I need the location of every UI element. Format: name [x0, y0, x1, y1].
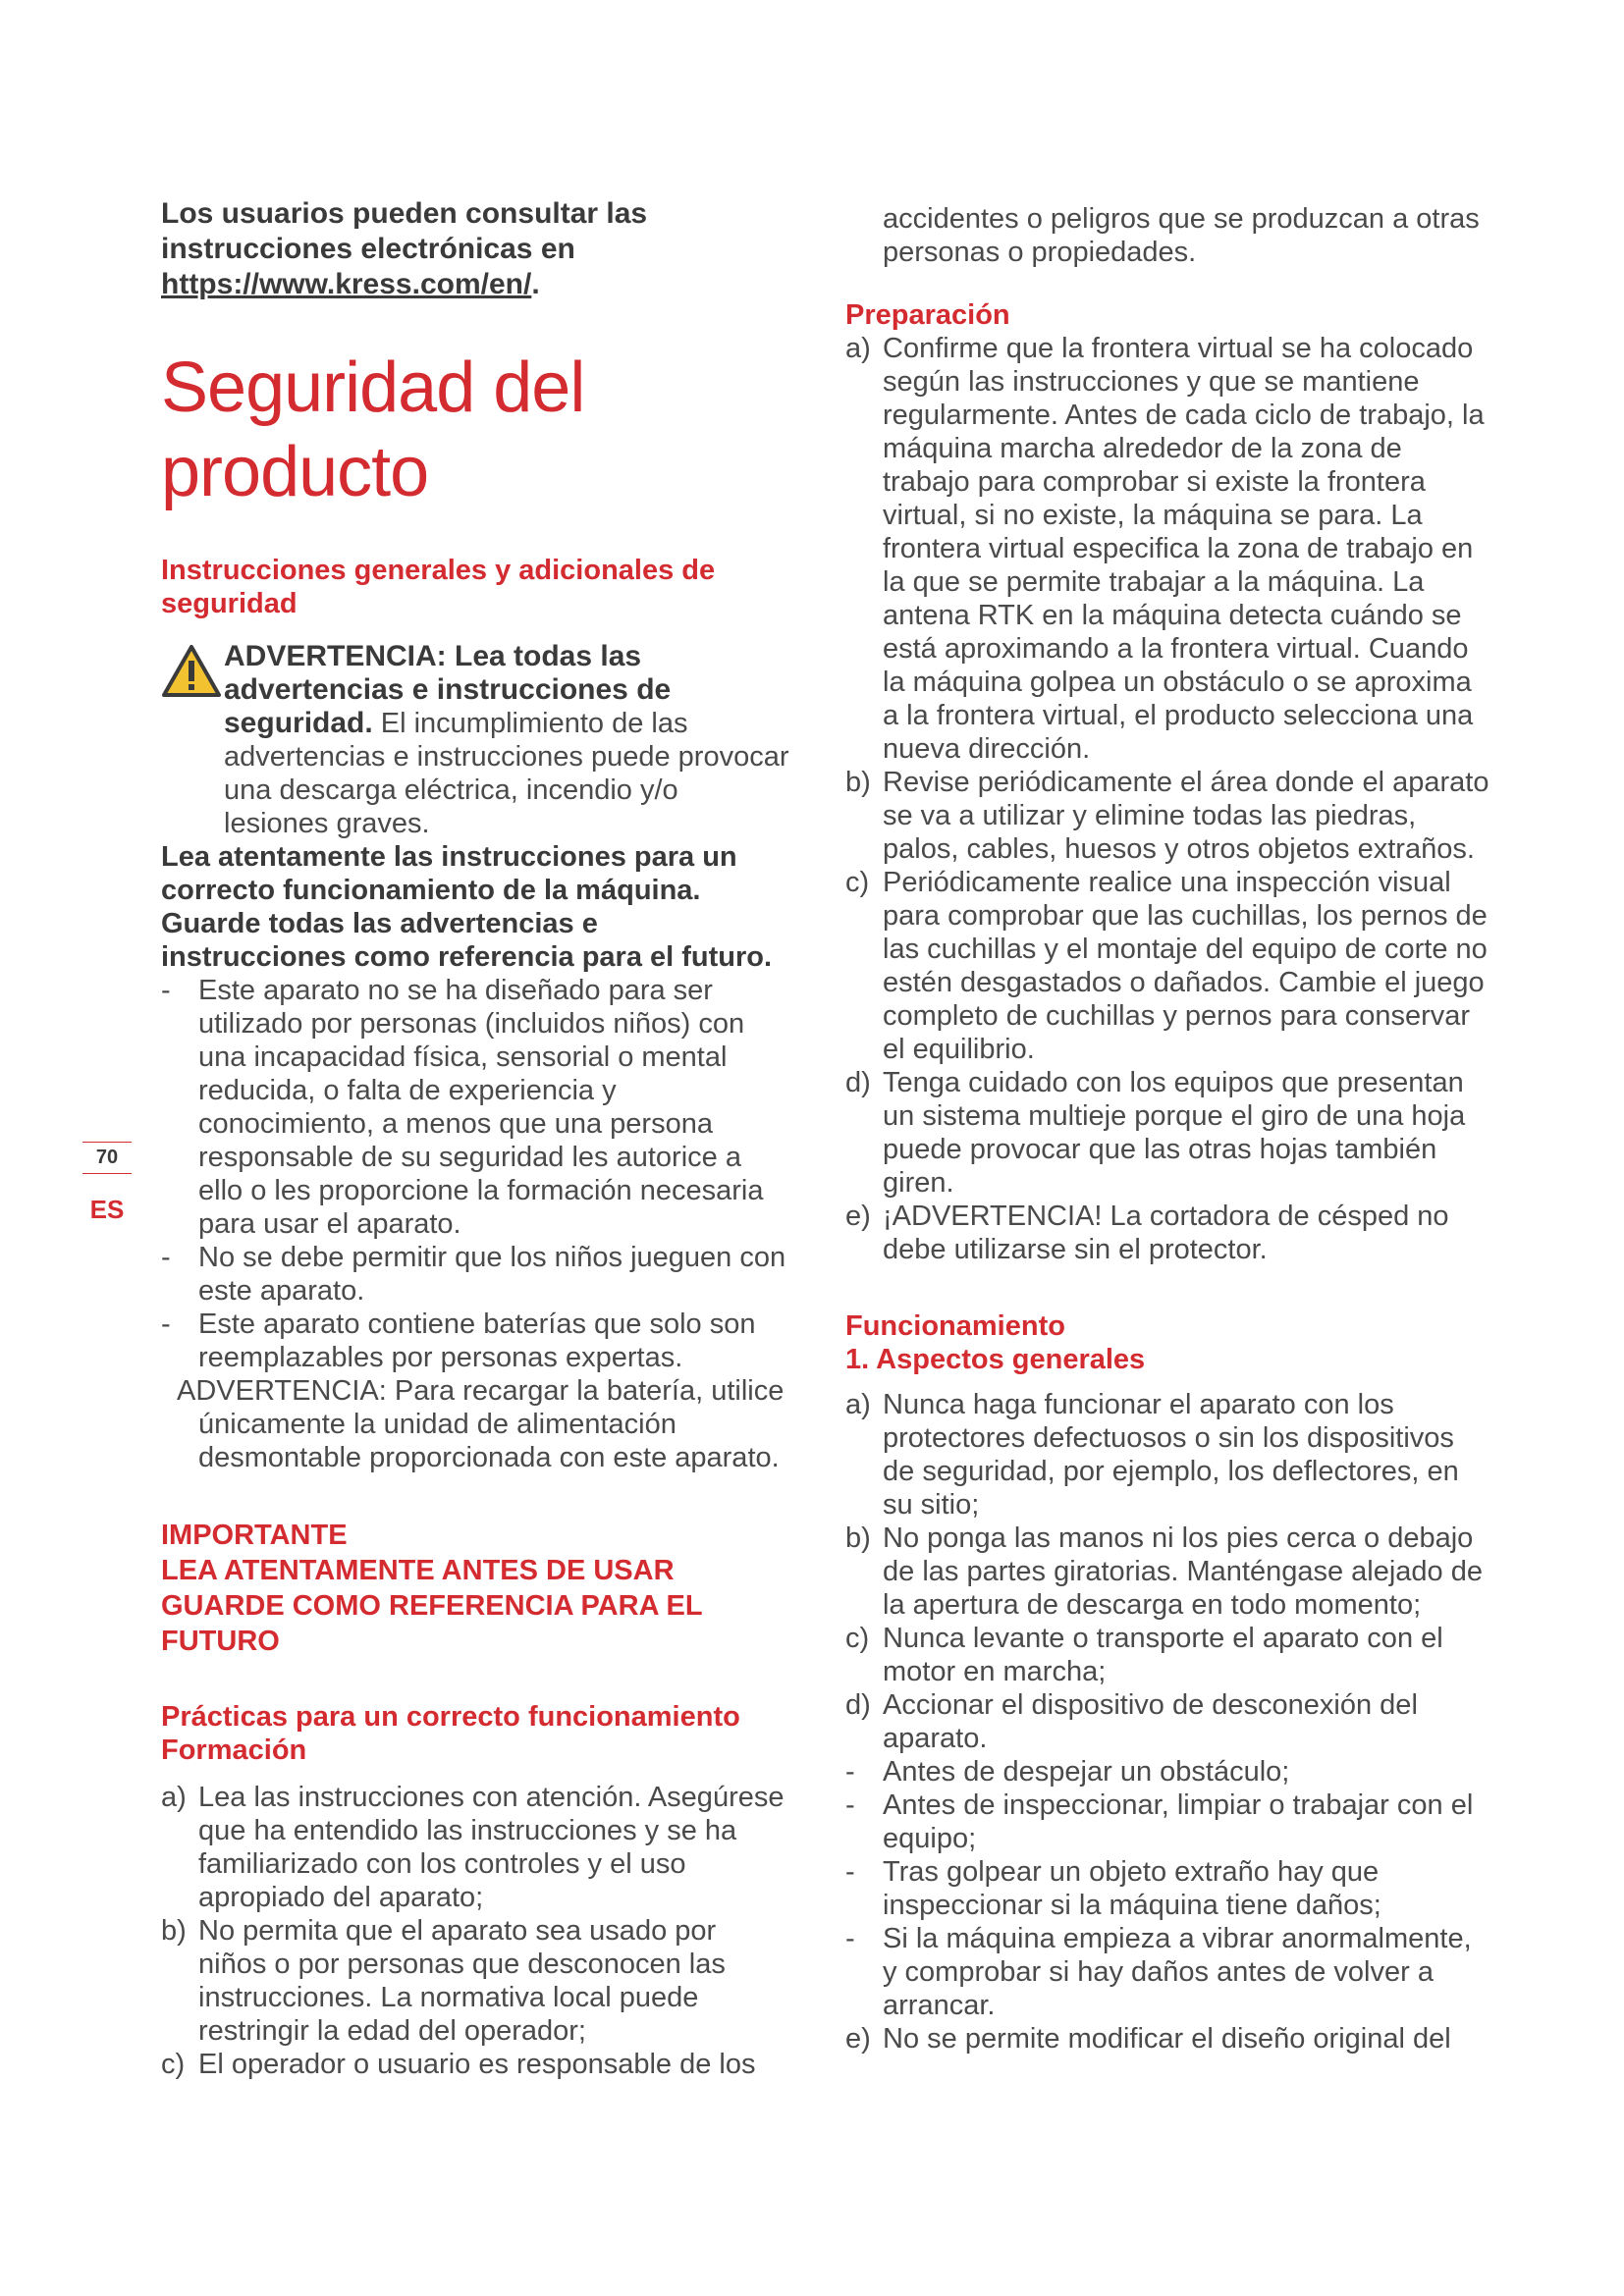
bold-paragraph-2: Guarde todas las advertencias e instrucciones como referencia para el futuro. [161, 908, 773, 973]
left-column [161, 196, 789, 2081]
list-item [161, 1781, 789, 1914]
battery-warning-text: ADVERTENCIA: Para recargar la batería, utilice únicamente la unidad de alimentación desmontable proporcionada con este aparato. [177, 1375, 785, 1473]
preparation-heading: Preparación [845, 299, 1010, 331]
continued-paragraph: accidentes o peligros que se produzcan a otras personas o propiedades. [883, 203, 1480, 268]
list-item [845, 1066, 1493, 1200]
list-text: El operador o usuario es responsable de los [198, 2049, 756, 2080]
list-marker: c) [845, 1623, 870, 1654]
list-marker: a) [161, 1782, 187, 1813]
bold-paragraph-1: Lea atentamente las instrucciones para un correcto funcionamiento de la máquina. [161, 841, 737, 906]
list-item [845, 1855, 1493, 1922]
list-marker: d) [845, 1067, 871, 1098]
list-text: Confirme que la frontera virtual se ha colocado según las instrucciones y que se mantiene regularmente. Antes de cada ciclo de trabajo, la máquina marcha alrededor de la zona de trabajo para comprobar si existe la frontera virtual, si no existe, la máquina se para. La frontera virtual especifica la zona de trabajo en la que se permite trabajar a la máquina. La antena RTK en la máquina detecta cuándo se está aproximando a la frontera virtual. Cuando la máquina golpea un obstáculo o se aproxima a la frontera virtual, el producto selecciona una nueva dirección. [883, 333, 1485, 765]
page-number: 70 [82, 1142, 132, 1174]
page-title [161, 346, 789, 514]
list-marker: - [161, 1308, 171, 1340]
list-marker: e) [845, 1201, 871, 1232]
list-item [845, 1522, 1493, 1622]
list-marker: d) [845, 1689, 871, 1721]
list-item [845, 1789, 1493, 1855]
list-item [161, 2048, 789, 2081]
list-marker: - [845, 1923, 855, 1954]
list-marker: b) [161, 1915, 187, 1947]
list-text: Periódicamente realice una inspección visual para comprobar que las cuchillas, los pernos de las cuchillas y el montaje del equipo de corte no estén desgastados o dañados. Cambie el juego completo de cuchillas y pernos para conservar el equilibrio. [883, 867, 1488, 1065]
list-text: Revise periódicamente el área donde el aparato se va a utilizar y elimine todas las piedras, palos, cables, huesos y otros objetos extraños. [883, 767, 1489, 865]
list-marker: c) [845, 867, 870, 898]
intro-end: . [531, 268, 540, 300]
list-marker: e) [845, 2023, 871, 2055]
list-item [845, 1922, 1493, 2022]
right-column [845, 202, 1493, 2056]
warning-bold: ADVERTENCIA: Lea todas las advertencias e instrucciones de seguridad. [224, 640, 672, 739]
list-text: Este aparato no se ha diseñado para ser utilizado por personas (incluidos niños) con una incapacidad física, sensorial o mental reducida, o falta de experiencia y conocimiento, a menos que una persona responsable de su seguridad les autorice a ello o les proporcione la formación necesaria para usar el aparato. [198, 975, 764, 1240]
warning-block [161, 640, 789, 840]
important-line-3: GUARDE COMO REFERENCIA PARA EL FUTURO [161, 1590, 703, 1657]
list-marker: a) [845, 333, 871, 364]
list-text: Accionar el dispositivo de desconexión del aparato. [883, 1689, 1418, 1754]
list-item [845, 1755, 1493, 1789]
list-item [845, 766, 1493, 866]
list-item [161, 1241, 789, 1308]
warning-triangle-icon [161, 644, 222, 699]
list-item [845, 2022, 1493, 2056]
language-code: ES [89, 1195, 125, 1224]
list-item [161, 1914, 789, 2048]
operation-heading: Funcionamiento [845, 1310, 1065, 1342]
list-item [845, 1622, 1493, 1688]
list-marker: a) [845, 1389, 871, 1420]
list-item [845, 332, 1493, 766]
list-text: ¡ADVERTENCIA! La cortadora de césped no debe utilizarse sin el protector. [883, 1201, 1449, 1265]
list-marker: b) [845, 1522, 871, 1554]
list-text: No permita que el aparato sea usado por niños o por personas que desconocen las instrucciones. La normativa local puede restringir la edad del operador; [198, 1915, 726, 2047]
battery-warning [161, 1374, 789, 1474]
list-item [845, 1200, 1493, 1266]
important-line-2: LEA ATENTAMENTE ANTES DE USAR [161, 1555, 675, 1586]
intro-paragraph [161, 196, 789, 302]
list-text: Nunca levante o transporte el aparato con el motor en marcha; [883, 1623, 1443, 1687]
list-text: Antes de inspeccionar, limpiar o trabajar con el equipo; [883, 1789, 1474, 1854]
training-list [161, 1781, 789, 2081]
warning-paragraph [161, 640, 789, 840]
list-item [845, 1388, 1493, 1522]
list-text: No ponga las manos ni los pies cerca o debajo de las partes giratorias. Manténgase alejado de la apertura de descarga en todo momento; [883, 1522, 1483, 1621]
training-heading: Formación [161, 1735, 307, 1766]
list-marker: - [845, 1856, 855, 1888]
important-line-1: IMPORTANTE [161, 1520, 348, 1551]
list-item [845, 866, 1493, 1066]
list-item [845, 1688, 1493, 1755]
list-marker: c) [161, 2049, 186, 2080]
list-marker: - [845, 1756, 855, 1788]
list-text: Antes de despejar un obstáculo; [883, 1756, 1290, 1788]
list-marker: - [161, 1242, 171, 1273]
list-item [161, 974, 789, 1241]
warning-text: El incumplimiento de las advertencias e instrucciones puede provocar una descarga eléctrica, incendio y/o lesiones graves. [224, 708, 789, 839]
list-text: No se permite modificar el diseño original del [883, 2023, 1451, 2055]
list-marker: b) [845, 767, 871, 798]
list-text: Si la máquina empieza a vibrar anormalmente, y comprobar si hay daños antes de volver a arrancar. [883, 1923, 1472, 2021]
list-text: Este aparato contiene baterías que solo son reemplazables por personas expertas. [198, 1308, 756, 1373]
intro-text: Los usuarios pueden consultar las instrucciones electrónicas en [161, 197, 648, 265]
title-line-2: producto [161, 433, 429, 511]
list-text: Nunca haga funcionar el aparato con los protectores defectuosos o sin los dispositivos de seguridad, por ejemplo, los deflectores, en su sitio; [883, 1389, 1459, 1521]
list-text: Tras golpear un objeto extraño hay que inspeccionar si la máquina tiene daños; [883, 1856, 1381, 1921]
title-line-1: Seguridad del [161, 348, 585, 427]
manual-link[interactable]: https://www.kress.com/en/ [161, 268, 532, 300]
list-text: Tenga cuidado con los equipos que presentan un sistema multieje porque el giro de una hoja puede provocar que las otras hojas también giren. [883, 1067, 1466, 1199]
operation-list [845, 1388, 1493, 2056]
general-aspects-heading: 1. Aspectos generales [845, 1344, 1146, 1375]
list-text: No se debe permitir que los niños jueguen con este aparato. [198, 1242, 786, 1307]
list-marker: - [845, 1789, 855, 1821]
list-marker: - [161, 975, 171, 1006]
important-notice [161, 1518, 789, 1659]
list-text: Lea las instrucciones con atención. Asegúrese que ha entendido las instrucciones y se ha familiarizado con los controles y el uso apropiado del aparato; [198, 1782, 785, 1913]
practices-heading: Prácticas para un correcto funcionamiento [161, 1701, 740, 1733]
list-item [161, 1308, 789, 1374]
section-heading-safety: Instrucciones generales y adicionales de seguridad [161, 555, 716, 619]
